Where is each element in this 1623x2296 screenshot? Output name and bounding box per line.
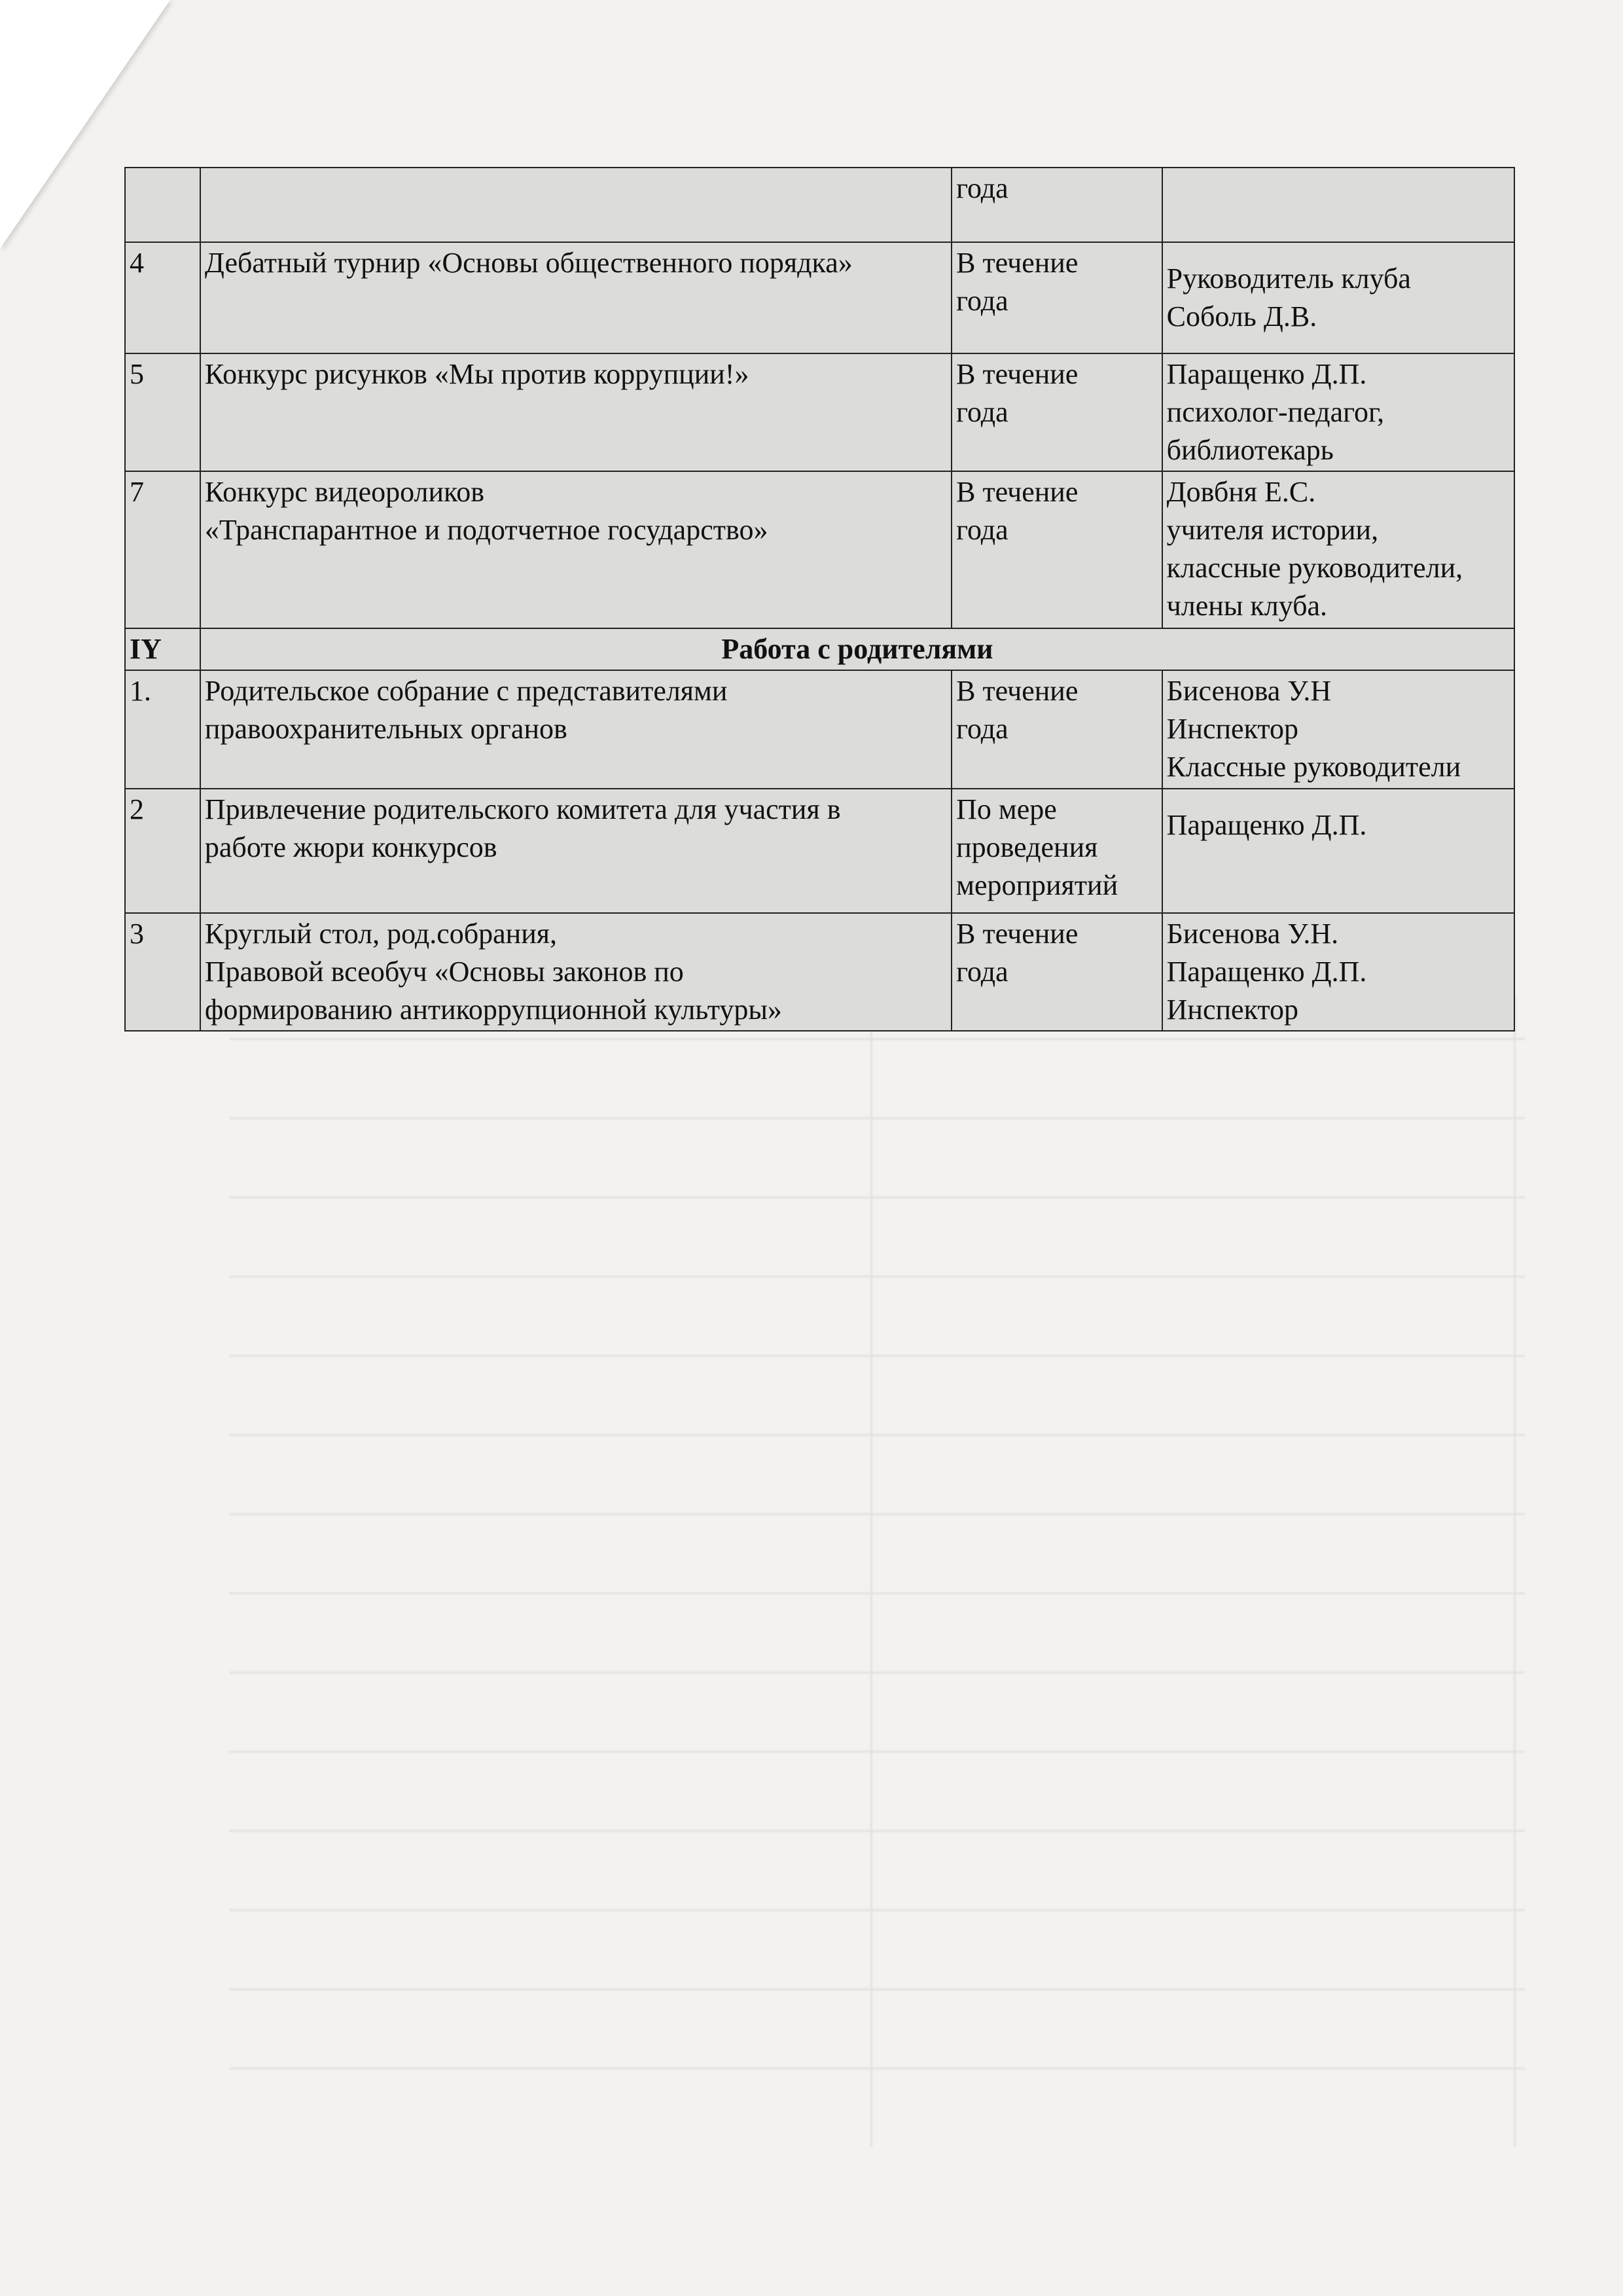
section-header-row xyxy=(125,628,1514,670)
responsible-cell: Руководитель клуба Соболь Д.В. xyxy=(1162,242,1514,353)
back-page-bleed-through xyxy=(229,995,1525,2147)
row-number: 3 xyxy=(125,913,200,1031)
responsible-cell: Паращенко Д.П. xyxy=(1162,789,1514,913)
activity-cell xyxy=(200,168,952,242)
activity-cell: Конкурс рисунков «Мы против коррупции!» xyxy=(200,353,952,471)
responsible-cell: Довбня Е.С. учителя истории, классные руководители, члены клуба. xyxy=(1162,471,1514,628)
activity-cell: Дебатный турнир «Основы общественного порядка» xyxy=(200,242,952,353)
table-row xyxy=(125,242,1514,353)
term-cell: года xyxy=(952,168,1162,242)
table-row xyxy=(125,471,1514,628)
activity-cell: Конкурс видеороликов «Транспарантное и подотчетное государство» xyxy=(200,471,952,628)
row-number: 4 xyxy=(125,242,200,353)
responsible-cell xyxy=(1162,168,1514,242)
table-row xyxy=(125,913,1514,1031)
section-number: IY xyxy=(125,628,200,670)
table-row xyxy=(125,353,1514,471)
activity-plan-table xyxy=(124,167,1515,1031)
term-cell: В течение года xyxy=(952,913,1162,1031)
table-row xyxy=(125,789,1514,913)
row-number: 7 xyxy=(125,471,200,628)
term-cell: В течение года xyxy=(952,670,1162,788)
table-row xyxy=(125,168,1514,242)
activity-cell: Круглый стол, род.собрания, Правовой всеобуч «Основы законов по формированию антикоррупционной культуры» xyxy=(200,913,952,1031)
activity-cell: Родительское собрание с представителями правоохранительных органов xyxy=(200,670,952,788)
responsible-cell: Паращенко Д.П. психолог-педагог, библиотекарь xyxy=(1162,353,1514,471)
activity-cell: Привлечение родительского комитета для участия в работе жюри конкурсов xyxy=(200,789,952,913)
responsible-cell: Бисенова У.Н Инспектор Классные руководители xyxy=(1162,670,1514,788)
section-title: Работа с родителями xyxy=(200,628,1514,670)
responsible-cell: Бисенова У.Н. Паращенко Д.П. Инспектор xyxy=(1162,913,1514,1031)
row-number: 5 xyxy=(125,353,200,471)
term-cell: В течение года xyxy=(952,471,1162,628)
term-cell: В течение года xyxy=(952,242,1162,353)
row-number: 1. xyxy=(125,670,200,788)
table-row xyxy=(125,670,1514,788)
row-number xyxy=(125,168,200,242)
row-number: 2 xyxy=(125,789,200,913)
term-cell: По мере проведения мероприятий xyxy=(952,789,1162,913)
term-cell: В течение года xyxy=(952,353,1162,471)
